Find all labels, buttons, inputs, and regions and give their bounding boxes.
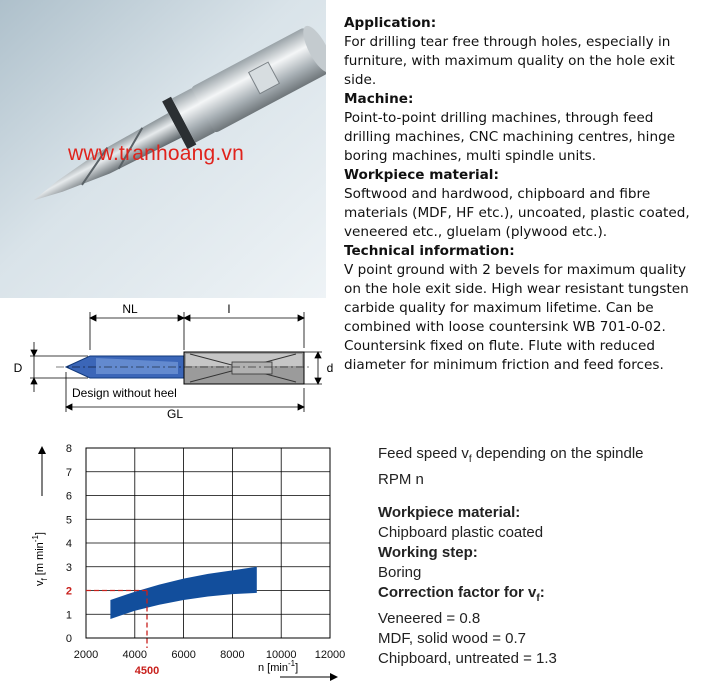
x-axis-ticks: [74, 649, 346, 677]
technical-drawing: [0, 296, 340, 428]
working-step-label: Working step:: [378, 544, 478, 561]
y-tick-label: 1: [65, 609, 72, 622]
section-technical-information: [344, 242, 706, 375]
description-column: [344, 14, 706, 375]
correction-factor-mdf: MDF, solid wood = 0.7: [378, 630, 526, 647]
y-axis-label: $v_f$ [m $\min^{-1}$]: [31, 532, 49, 586]
nl-label: NL: [122, 302, 138, 316]
chart-info: [378, 444, 708, 669]
x-tick-label: 6000: [171, 649, 196, 661]
feed-speed-title: Feed speed $v_f$ depending on the spindle: [378, 445, 644, 465]
y-axis-ticks: [66, 443, 72, 645]
section-heading: Workpiece material:: [344, 167, 499, 183]
x-tick-label: 10000: [265, 649, 297, 661]
correction-factor-veneered: Veneered = 0.8: [378, 610, 481, 627]
feed-speed-title-line2: RPM n: [378, 471, 424, 488]
section-line: combined with loose countersink WB 701-0-02.: [344, 319, 666, 335]
section-line: side.: [344, 72, 377, 88]
x-axis-arrowhead: [330, 673, 338, 681]
section-machine: [344, 90, 706, 166]
section-line: Countersink fixed on flute. Flute with reduced: [344, 338, 656, 354]
product-photo: [0, 0, 326, 298]
section-line: on the hole exit side. High wear resistant tungsten: [344, 281, 689, 297]
gl-label: GL: [166, 407, 184, 421]
section-application: [344, 14, 706, 90]
section-line: materials (MDF, HF etc.), uncoated, plastic coated,: [344, 205, 690, 221]
correction-factor-label: Correction factor for $v_f$:: [378, 584, 545, 604]
section-line: drilling machines, CNC machining centres, hinge: [344, 129, 676, 145]
section-heading: Technical information:: [344, 243, 515, 259]
section-line: Point-to-point drilling machines, through feed: [344, 110, 654, 126]
section-heading: Application:: [344, 15, 437, 31]
y-tick-label: 8: [65, 443, 72, 455]
highlight-x-label: 4500: [134, 665, 160, 677]
y-tick-label: 4: [65, 538, 72, 550]
x-tick-label: 8000: [220, 649, 245, 661]
section-line: V point ground with 2 bevels for maximum quality: [344, 262, 687, 278]
y-tick-label: 7: [65, 466, 72, 479]
x-tick-label: 12000: [314, 649, 346, 661]
section-line: Softwood and hardwood, chipboard and fibre: [344, 186, 651, 202]
section-workpiece-material: [344, 166, 706, 242]
watermark-text: www.tranhoang.vn: [68, 142, 244, 165]
correction-factor-chipboard: Chipboard, untreated = 1.3: [378, 650, 557, 667]
y-tick-label: 5: [65, 514, 72, 527]
d-upper-label: D: [13, 361, 23, 375]
section-line: furniture, with maximum quality on the hole exit: [344, 53, 675, 69]
drawing-caption: Design without heel: [72, 386, 177, 400]
section-line: boring machines, multi spindle units.: [344, 148, 597, 164]
section-line: carbide quality for maximum lifetime. Can be: [344, 300, 654, 316]
workpiece-material-value: Chipboard plastic coated: [378, 524, 544, 541]
workpiece-material-label: Workpiece material:: [378, 504, 521, 521]
working-step-value: Boring: [378, 564, 422, 581]
section-heading: Machine:: [344, 91, 414, 107]
feed-speed-chart: [0, 436, 360, 686]
highlight-y-label: 2: [65, 585, 72, 598]
l-label: l: [227, 302, 231, 316]
x-tick-label: 4000: [122, 649, 148, 661]
d-lower-label: d: [326, 361, 334, 375]
y-axis-arrowhead: [38, 446, 46, 454]
y-tick-label: 6: [65, 490, 72, 503]
x-tick-label: 2000: [73, 649, 99, 661]
section-line: For drilling tear free through holes, especially in: [344, 34, 671, 50]
x-axis-label: n $[\min^{-1}]$: [258, 659, 299, 674]
y-tick-label: 0: [65, 633, 72, 645]
section-line: veneered etc., gluelam (plywood etc.).: [344, 224, 608, 240]
section-line: diameter for minimum friction and feed forces.: [344, 357, 664, 373]
y-tick-label: 3: [65, 561, 72, 574]
